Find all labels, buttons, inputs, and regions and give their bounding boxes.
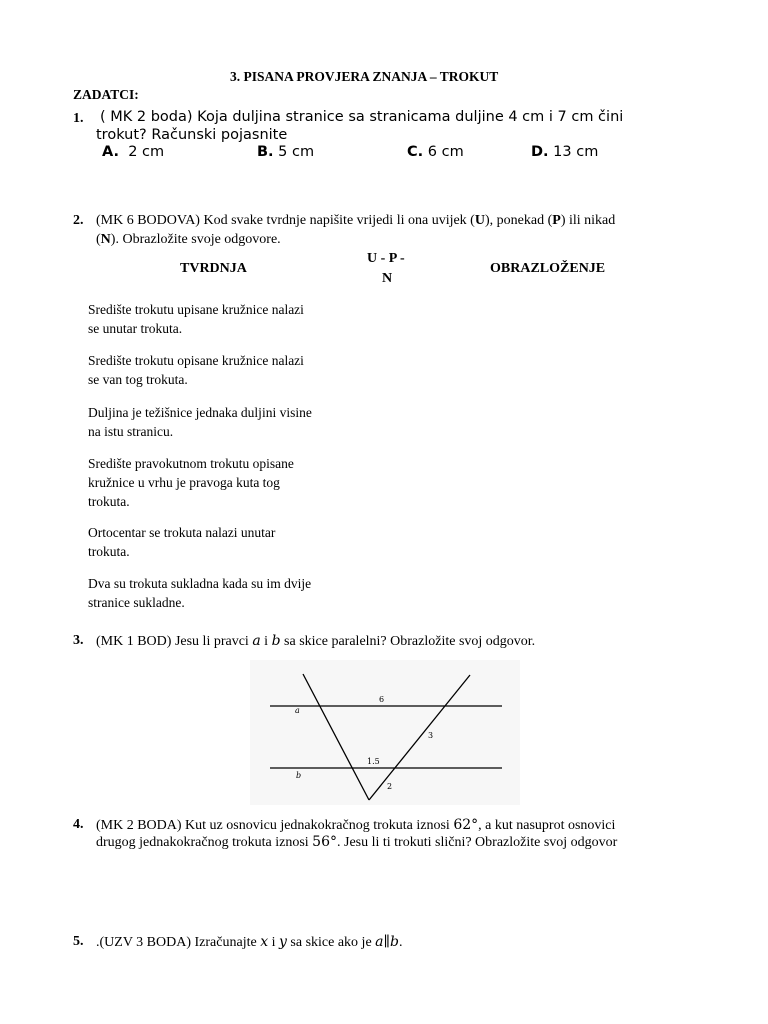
question-text-line-2: drugog jednakokračnog trokuta iznosi 56°. Jesu li ti trokuti slični? Obrazložite svoj odgovor <box>96 834 618 850</box>
option-c[interactable] <box>407 144 464 160</box>
question-number: 5. <box>73 934 84 949</box>
question-number: 2. <box>73 213 84 228</box>
column-header-obrazlozenje: OBRAZLOŽENJE <box>490 261 606 276</box>
option-letter: B. <box>257 144 274 160</box>
column-header-upn-line-2: N <box>382 271 393 286</box>
question-text: (MK 1 BOD) Jesu li pravci a i b sa skice paralelni? Obrazložite svoj odgovor. <box>96 633 536 649</box>
option-text: 2 cm <box>128 144 165 160</box>
statement-row: Duljina je težišnice jednaka duljini visine na istu stranicu. <box>88 405 312 439</box>
statement-row: Dva su trokuta sukladna kada su im dvije stranice sukladne. <box>88 576 312 610</box>
column-header-tvrdnja: TVRDNJA <box>180 261 247 276</box>
question-number: 4. <box>73 817 84 832</box>
label-3: 3 <box>428 731 434 740</box>
option-d[interactable] <box>531 144 598 160</box>
question-text: .(UZV 3 BODA) Izračunajte x i y sa skice ako je a∥b. <box>96 934 403 950</box>
statement-row: Ortocentar se trokuta nalazi unutar trokuta. <box>88 525 276 559</box>
question-text-line-1: (MK 2 BODA) Kut uz osnovicu jednakokračnog trokuta iznosi 62°, a kut nasuprot osnovici <box>96 817 616 833</box>
label-a: a <box>295 706 300 715</box>
parallel-lines-figure <box>250 660 520 805</box>
option-text: 5 cm <box>278 144 315 160</box>
label-2: 2 <box>387 782 393 791</box>
statement-row: Središte trokutu opisane kružnice nalazi se van tog trokuta. <box>88 353 304 387</box>
option-letter: C. <box>407 144 424 160</box>
question-text-line-2: (N). Obrazložite svoje odgovore. <box>96 232 281 247</box>
statement-row: Središte pravokutnom trokutu opisane kružnice u vrhu je pravoga kuta tog trokuta. <box>88 456 294 509</box>
option-text: 13 cm <box>553 144 599 160</box>
column-header-upn-line-1: U - P - <box>367 251 405 266</box>
section-heading: ZADATCI: <box>73 87 139 102</box>
option-letter: D. <box>531 144 549 160</box>
question-number: 1. <box>73 111 84 126</box>
option-b[interactable] <box>257 144 314 160</box>
question-text-line-1: (MK 6 BODOVA) Kod svake tvrdnje napišite vrijedi li ona uvijek (U), ponekad (P) ili nikad <box>96 213 616 228</box>
question-text-line-2: trokut? Računski pojasnite <box>96 127 288 143</box>
option-a[interactable] <box>102 144 164 160</box>
page-title: 3. PISANA PROVJERA ZNANJA – TROKUT <box>230 69 499 84</box>
question-text-line-1: ( MK 2 boda) Koja duljina stranice sa stranicama duljine 4 cm i 7 cm čini <box>100 109 624 125</box>
question-number: 3. <box>73 633 84 648</box>
option-text: 6 cm <box>427 144 464 160</box>
option-letter: A. <box>102 144 119 160</box>
label-6: 6 <box>379 695 385 704</box>
label-b: b <box>296 771 302 780</box>
statement-row: Središte trokutu upisane kružnice nalazi se unutar trokuta. <box>88 302 304 336</box>
label-1-5: 1.5 <box>367 757 380 766</box>
